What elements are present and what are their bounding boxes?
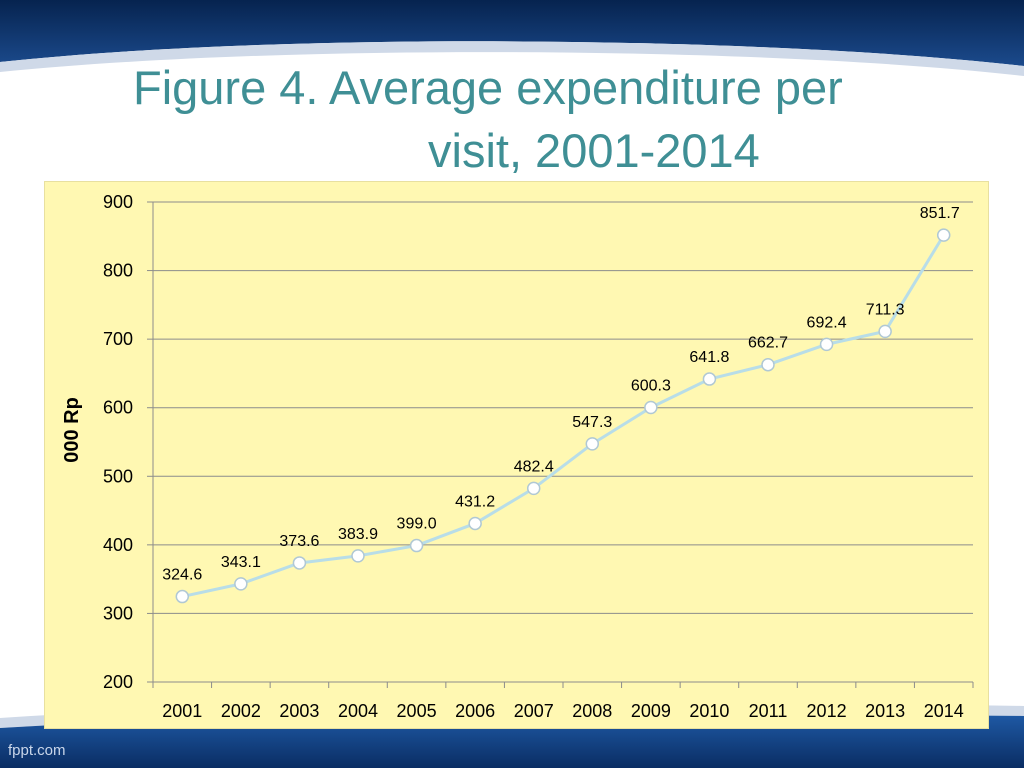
data-point: [703, 373, 715, 385]
data-label: 711.3: [865, 301, 905, 319]
data-point: [645, 402, 657, 414]
x-tick-label: 2005: [396, 701, 437, 721]
x-tick-label: 2003: [279, 701, 320, 721]
x-tick-label: 2001: [162, 701, 203, 721]
x-tick-label: 2007: [513, 701, 554, 721]
x-tick-label: 2014: [923, 701, 964, 721]
data-point: [938, 229, 950, 241]
data-point: [586, 438, 598, 450]
title-line-1: Figure 4. Average expenditure per: [133, 61, 843, 114]
data-point: [879, 325, 891, 337]
data-label: 641.8: [689, 349, 730, 367]
x-tick-label: 2008: [572, 701, 613, 721]
footer-brand: fppt.com: [8, 742, 66, 759]
data-label: 851.7: [919, 205, 960, 223]
data-label: 547.3: [572, 413, 613, 431]
data-point: [469, 517, 481, 529]
data-label: 600.3: [630, 377, 671, 395]
data-label: 482.4: [513, 458, 554, 476]
title-line-2: visit, 2001-2014: [428, 124, 760, 177]
data-point: [235, 578, 247, 590]
x-tick-label: 2006: [455, 701, 496, 721]
data-label: 431.2: [455, 493, 496, 511]
data-point: [293, 557, 305, 569]
y-tick-label: 800: [102, 260, 133, 281]
y-tick-label: 900: [102, 192, 133, 212]
y-tick-label: 700: [102, 329, 133, 350]
data-point: [528, 482, 540, 494]
data-label: 692.4: [806, 314, 847, 332]
y-tick-label: 300: [102, 603, 133, 624]
y-axis-title: 000 Rp: [61, 397, 83, 463]
data-label: 343.1: [220, 553, 261, 571]
data-label: 324.6: [162, 566, 203, 584]
y-tick-label: 400: [102, 534, 133, 555]
data-point: [352, 550, 364, 562]
data-point: [821, 338, 833, 350]
x-tick-label: 2009: [630, 701, 671, 721]
y-tick-label: 500: [102, 466, 133, 487]
data-point: [411, 540, 423, 552]
x-tick-label: 2002: [220, 701, 261, 721]
x-tick-label: 2004: [337, 701, 379, 721]
data-label: 399.0: [396, 515, 437, 533]
y-tick-label: 600: [102, 397, 133, 418]
x-tick-label: 2013: [865, 701, 906, 721]
data-point: [176, 591, 188, 603]
x-tick-label: 2010: [689, 701, 730, 721]
y-tick-label: 200: [102, 672, 133, 692]
x-tick-label: 2011: [748, 701, 788, 721]
data-point: [762, 359, 774, 371]
data-label: 662.7: [747, 334, 789, 352]
data-label: 383.9: [337, 525, 379, 543]
data-label: 373.6: [279, 532, 320, 550]
x-tick-label: 2012: [806, 701, 847, 721]
